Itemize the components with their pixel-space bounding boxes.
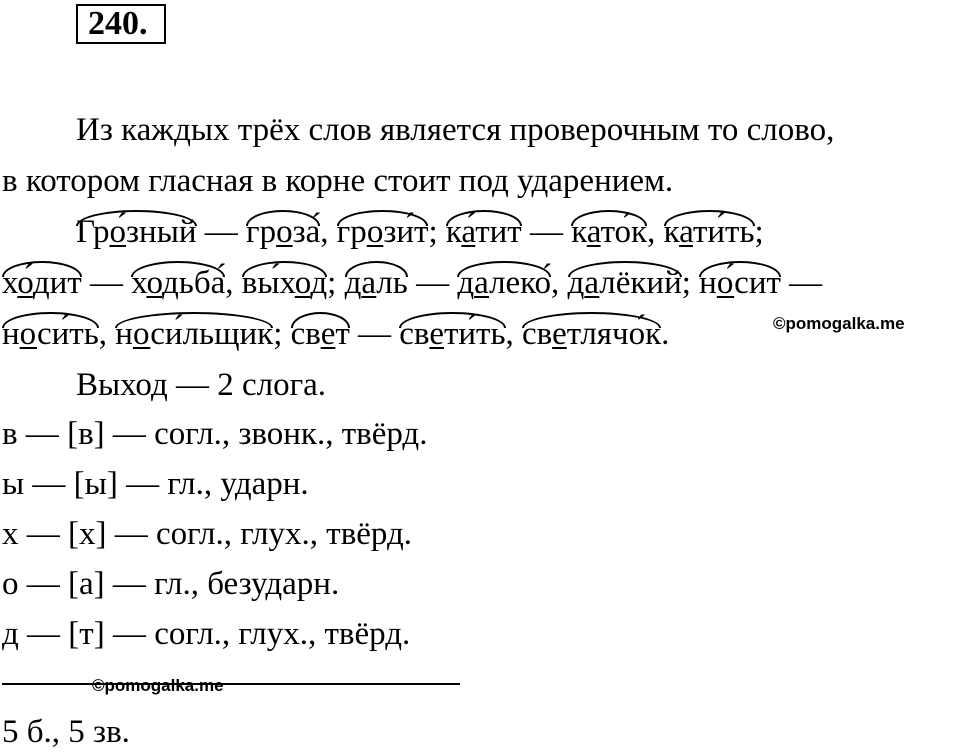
root-vowel: о — [146, 265, 162, 301]
root-word: далеко́ — [457, 263, 551, 303]
phonetic-row: д — [т] — согл., глух., твёрд. — [2, 616, 411, 652]
words-line-1 — [76, 212, 764, 252]
phonetic-row: о — [а] — гл., безударн. — [2, 566, 340, 602]
root-vowel: а — [474, 265, 490, 301]
separator: , — [505, 316, 523, 352]
root-word: далёкий — [568, 263, 682, 303]
sound-letter-summary: 5 б., 5 зв. — [2, 714, 130, 750]
root-word: свет — [291, 314, 350, 354]
root-vowel: о́ — [716, 265, 735, 301]
phonetic-row: ы — [ы] — гл., ударн. — [2, 466, 309, 502]
separator: ; — [327, 265, 345, 301]
root-word: но́сит — [699, 263, 781, 303]
root-vowel: а — [679, 214, 693, 250]
root-word: грози́т — [337, 212, 429, 252]
watermark: ©pomogalka.me — [92, 676, 224, 695]
root-word: даль — [345, 263, 408, 303]
root-word: светлячо́к — [522, 314, 661, 354]
watermark: ©pomogalka.me — [773, 314, 905, 333]
separator: ; — [273, 316, 291, 352]
root-vowel: о — [19, 316, 37, 352]
divider-rule — [2, 683, 460, 685]
root-vowel: о — [276, 214, 293, 250]
root-word: носи́ть — [2, 314, 99, 354]
separator: ; — [681, 265, 700, 301]
exercise-number: 240. — [76, 4, 166, 44]
root-arc-mark — [522, 312, 661, 328]
root-arc-mark — [131, 261, 225, 277]
separator: — — [81, 265, 132, 301]
root-word: носи́льщик — [115, 314, 273, 354]
root-arc-mark — [345, 261, 408, 277]
intro-line-2: в котором гласная в корне стоит под ударением. — [2, 163, 674, 199]
root-arc-mark — [2, 261, 82, 277]
root-arc-mark — [2, 312, 99, 328]
separator: , — [320, 214, 337, 250]
root-arc-mark — [457, 261, 551, 277]
separator: ; — [754, 214, 764, 250]
root-word: ходьба́ — [131, 263, 225, 303]
root-vowel: о — [294, 265, 311, 301]
separator: , — [225, 265, 242, 301]
separator: , — [551, 265, 568, 301]
root-vowel: а — [586, 214, 601, 250]
separator: — — [407, 265, 458, 301]
root-arc-mark — [446, 210, 522, 226]
root-word: свети́ть — [399, 314, 505, 354]
separator: . — [661, 316, 670, 352]
separator: — — [349, 316, 400, 352]
separator: ; — [428, 214, 446, 250]
root-vowel: а — [584, 265, 600, 301]
words-line-3 — [2, 314, 669, 354]
root-arc-mark — [76, 210, 197, 226]
separator: — — [780, 265, 823, 301]
root-vowel: о́ — [17, 265, 33, 301]
separator: , — [647, 214, 664, 250]
root-arc-mark — [115, 312, 273, 328]
root-vowel: о — [366, 214, 384, 250]
phonetic-row: в — [в] — согл., звонк., твёрд. — [2, 416, 428, 452]
root-arc-mark — [291, 312, 350, 328]
root-word: кати́ть — [664, 212, 755, 252]
root-vowel: е — [429, 316, 444, 352]
root-vowel: а́ — [461, 214, 476, 250]
root-word: като́к — [571, 212, 647, 252]
separator: — — [196, 214, 247, 250]
root-vowel: о́ — [109, 214, 126, 250]
words-line-2 — [2, 263, 822, 303]
separator: — — [521, 214, 572, 250]
root-vowel: е — [552, 316, 567, 352]
root-vowel: а — [361, 265, 377, 301]
root-arc-mark — [399, 312, 505, 328]
root-arc-mark — [246, 210, 320, 226]
root-arc-mark — [337, 210, 429, 226]
phonetic-heading: Выход — 2 слога. — [76, 367, 327, 403]
root-word: вы́ход — [242, 263, 327, 303]
root-word: ка́тит — [446, 212, 522, 252]
root-arc-mark — [699, 261, 781, 277]
root-vowel: о — [132, 316, 151, 352]
separator: , — [98, 316, 116, 352]
root-vowel: е — [320, 316, 336, 352]
intro-line-1: Из каждых трёх слов является проверочным то слово, — [76, 112, 835, 148]
root-arc-mark — [242, 261, 327, 277]
root-arc-mark — [664, 210, 755, 226]
phonetic-row: х — [х] — согл., глух., твёрд. — [2, 516, 413, 552]
root-word: хо́дит — [2, 263, 82, 303]
root-word: гроза́ — [246, 212, 320, 252]
root-arc-mark — [571, 210, 647, 226]
root-word: Гро́зный — [76, 212, 197, 252]
root-arc-mark — [568, 261, 682, 277]
